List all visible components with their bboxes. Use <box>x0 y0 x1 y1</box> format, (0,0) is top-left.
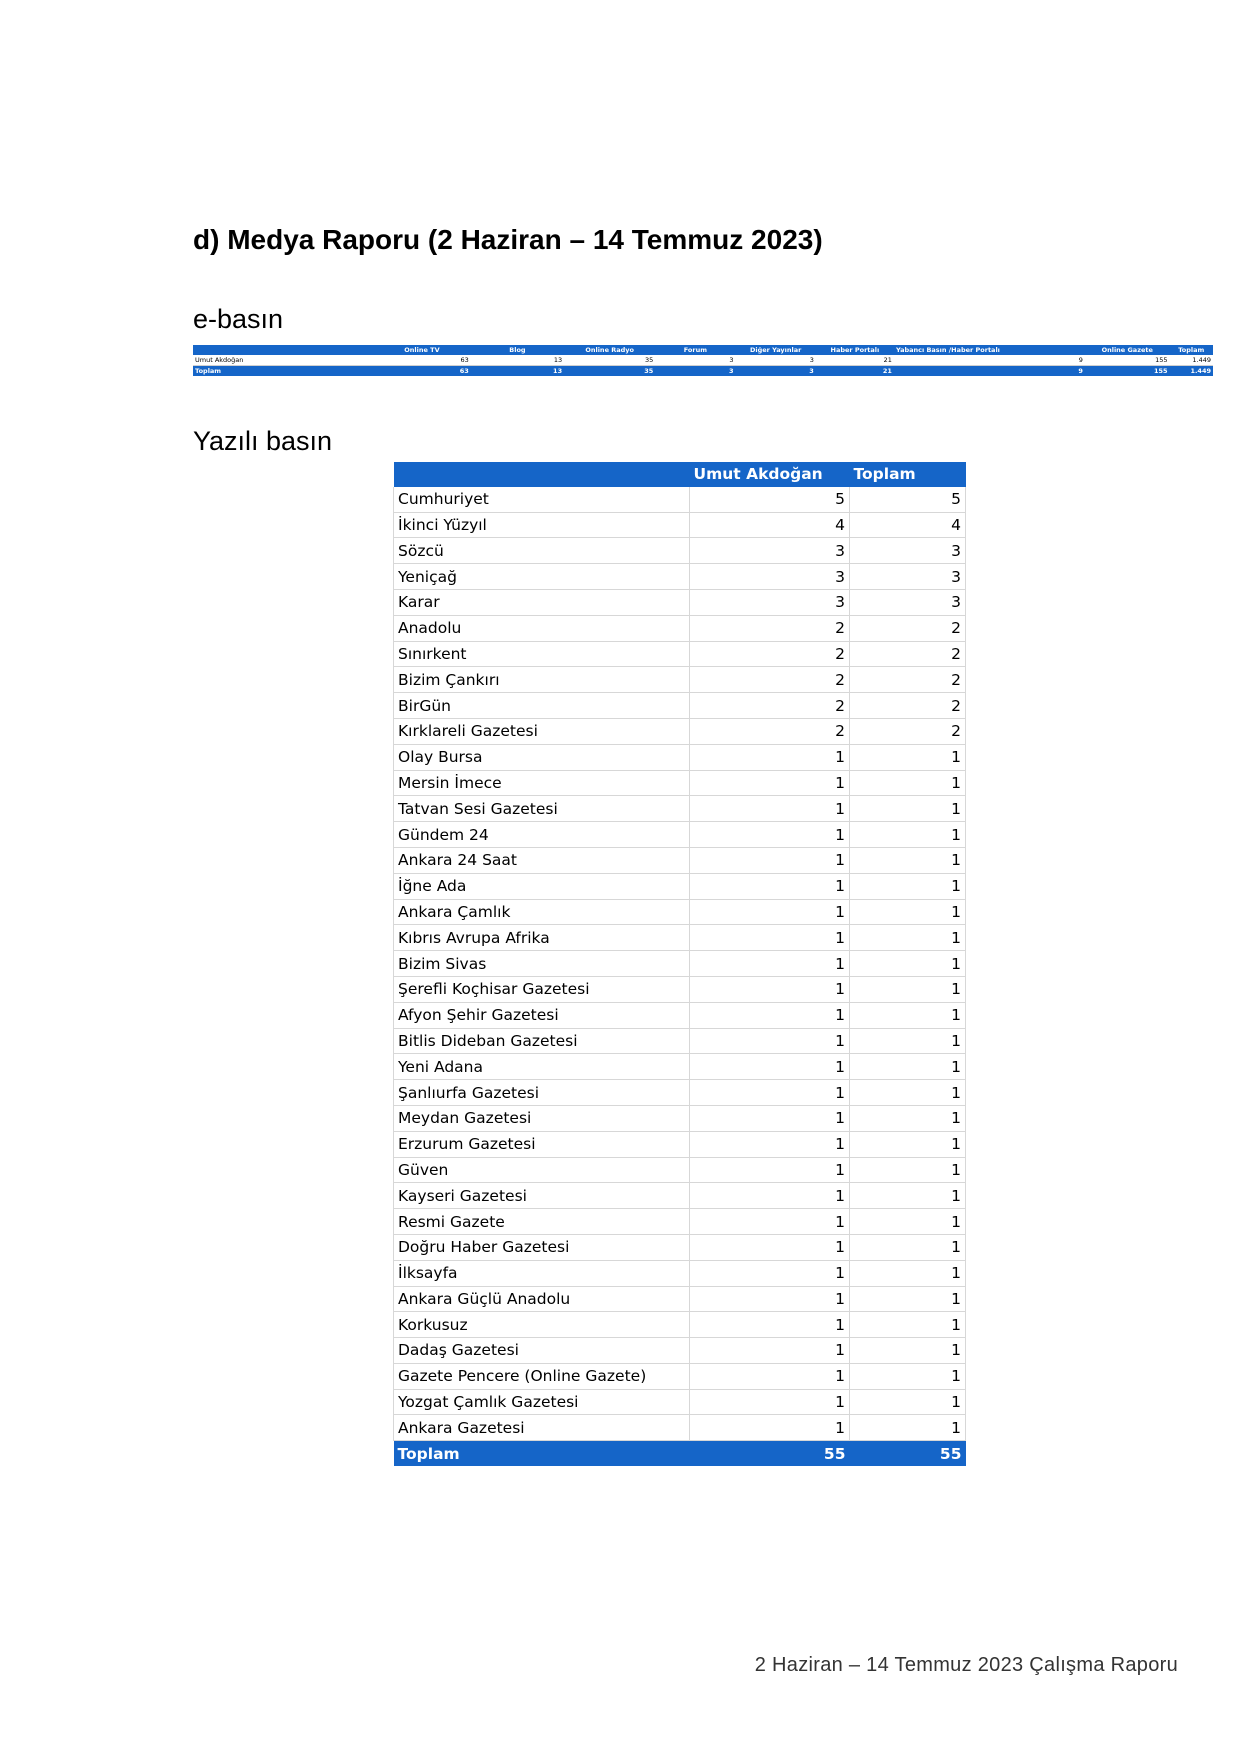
publication-total: 1 <box>850 1183 966 1209</box>
publication-total: 1 <box>850 1209 966 1235</box>
publication-name: İğne Ada <box>394 873 690 899</box>
publication-count: 1 <box>690 744 850 770</box>
publication-count: 1 <box>690 1415 850 1441</box>
publication-count: 3 <box>690 538 850 564</box>
publication-count: 5 <box>690 487 850 512</box>
publication-count: 1 <box>690 1054 850 1080</box>
publication-name: Ankara Çamlık <box>394 899 690 925</box>
yazili-row <box>394 976 966 1002</box>
yazili-row <box>394 847 966 873</box>
ebasin-total-cell: 3 <box>655 366 735 377</box>
yazili-row <box>394 770 966 796</box>
publication-total: 1 <box>850 976 966 1002</box>
publication-count: 1 <box>690 1260 850 1286</box>
yazili-row <box>394 487 966 512</box>
publication-total: 1 <box>850 770 966 796</box>
publication-count: 2 <box>690 615 850 641</box>
yazili-row <box>394 925 966 951</box>
publication-total: 1 <box>850 1054 966 1080</box>
publication-count: 1 <box>690 1131 850 1157</box>
ebasin-header-cell: Yabancı Basın /Haber Portalı <box>894 345 1085 355</box>
publication-count: 1 <box>690 1234 850 1260</box>
ebasin-title: e-basın <box>193 304 284 334</box>
publication-total: 1 <box>850 744 966 770</box>
yazili-row <box>394 1286 966 1312</box>
publication-total: 1 <box>850 1389 966 1415</box>
publication-count: 2 <box>690 718 850 744</box>
yazili-row <box>394 822 966 848</box>
publication-name: Gündem 24 <box>394 822 690 848</box>
yazili-header-row <box>394 462 966 487</box>
publication-total: 2 <box>850 615 966 641</box>
publication-name: İkinci Yüzyıl <box>394 512 690 538</box>
publication-total: 1 <box>850 1080 966 1106</box>
publication-name: Şerefli Koçhisar Gazetesi <box>394 976 690 1002</box>
ebasin-header-cell: Forum <box>655 345 735 355</box>
yazili-header-cell: Toplam <box>850 462 966 487</box>
ebasin-total-cell: 63 <box>373 366 471 377</box>
publication-total: 1 <box>850 899 966 925</box>
yazili-row <box>394 615 966 641</box>
yazili-row <box>394 1363 966 1389</box>
ebasin-cell: 9 <box>894 355 1085 366</box>
ebasin-total-cell: 3 <box>736 366 816 377</box>
ebasin-header-cell: Blog <box>471 345 564 355</box>
publication-name: Kıbrıs Avrupa Afrika <box>394 925 690 951</box>
yazili-title: Yazılı basın <box>193 426 333 456</box>
publication-count: 1 <box>690 1312 850 1338</box>
publication-count: 3 <box>690 564 850 590</box>
publication-name: Bizim Çankırı <box>394 667 690 693</box>
publication-count: 2 <box>690 641 850 667</box>
ebasin-cell: 3 <box>655 355 735 366</box>
yazili-row <box>394 1338 966 1364</box>
publication-name: Kayseri Gazetesi <box>394 1183 690 1209</box>
publication-name: Bitlis Dideban Gazetesi <box>394 1028 690 1054</box>
yazili-row <box>394 1312 966 1338</box>
publication-total: 1 <box>850 1234 966 1260</box>
ebasin-cell: 155 <box>1085 355 1170 366</box>
publication-total: 1 <box>850 796 966 822</box>
publication-name: Ankara 24 Saat <box>394 847 690 873</box>
publication-total: 3 <box>850 564 966 590</box>
publication-total: 1 <box>850 1338 966 1364</box>
publication-count: 1 <box>690 1338 850 1364</box>
publication-count: 4 <box>690 512 850 538</box>
yazili-total-label: Toplam <box>394 1441 690 1466</box>
yazili-row <box>394 1389 966 1415</box>
yazili-row <box>394 1234 966 1260</box>
ebasin-cell: Umut Akdoğan <box>193 355 373 366</box>
publication-count: 1 <box>690 1209 850 1235</box>
yazili-row <box>394 899 966 925</box>
ebasin-total-cell: 1.449 <box>1170 366 1213 377</box>
publication-count: 2 <box>690 667 850 693</box>
yazili-row <box>394 1105 966 1131</box>
yazili-header-cell <box>394 462 690 487</box>
yazili-row <box>394 1080 966 1106</box>
publication-total: 1 <box>850 873 966 899</box>
publication-name: Erzurum Gazetesi <box>394 1131 690 1157</box>
publication-total: 1 <box>850 1415 966 1441</box>
publication-total: 1 <box>850 925 966 951</box>
ebasin-header-cell: Haber Portalı <box>816 345 894 355</box>
publication-total: 3 <box>850 538 966 564</box>
yazili-row <box>394 951 966 977</box>
yazili-row <box>394 796 966 822</box>
publication-name: Yeni Adana <box>394 1054 690 1080</box>
publication-count: 1 <box>690 1105 850 1131</box>
publication-name: Doğru Haber Gazetesi <box>394 1234 690 1260</box>
yazili-row <box>394 1028 966 1054</box>
publication-total: 1 <box>850 1286 966 1312</box>
publication-count: 1 <box>690 1157 850 1183</box>
publication-total: 1 <box>850 1131 966 1157</box>
publication-count: 1 <box>690 951 850 977</box>
publication-count: 1 <box>690 796 850 822</box>
yazili-row <box>394 589 966 615</box>
publication-total: 1 <box>850 1028 966 1054</box>
yazili-row <box>394 693 966 719</box>
yazili-row <box>394 1157 966 1183</box>
yazili-row <box>394 564 966 590</box>
publication-total: 1 <box>850 1363 966 1389</box>
ebasin-cell: 21 <box>816 355 894 366</box>
publication-name: Sınırkent <box>394 641 690 667</box>
publication-name: Yozgat Çamlık Gazetesi <box>394 1389 690 1415</box>
publication-name: Afyon Şehir Gazetesi <box>394 1002 690 1028</box>
publication-total: 2 <box>850 693 966 719</box>
publication-total: 1 <box>850 1157 966 1183</box>
publication-name: Korkusuz <box>394 1312 690 1338</box>
publication-name: Sözcü <box>394 538 690 564</box>
publication-count: 1 <box>690 873 850 899</box>
publication-name: Cumhuriyet <box>394 487 690 512</box>
ebasin-total-cell: 13 <box>471 366 564 377</box>
ebasin-header-cell: Online Gazete <box>1085 345 1170 355</box>
ebasin-cell: 35 <box>564 355 655 366</box>
ebasin-cell: 13 <box>471 355 564 366</box>
ebasin-header-cell: Diğer Yayınlar <box>736 345 816 355</box>
section-heading: d) Medya Raporu (2 Haziran – 14 Temmuz 2023) <box>193 224 823 255</box>
publication-name: Ankara Güçlü Anadolu <box>394 1286 690 1312</box>
publication-total: 1 <box>850 822 966 848</box>
publication-count: 1 <box>690 976 850 1002</box>
yazili-row <box>394 1054 966 1080</box>
publication-name: Resmi Gazete <box>394 1209 690 1235</box>
yazili-row <box>394 667 966 693</box>
publication-total: 1 <box>850 1105 966 1131</box>
yazili-row <box>394 1260 966 1286</box>
publication-count: 1 <box>690 1363 850 1389</box>
ebasin-header-cell <box>193 345 373 355</box>
publication-name: Ankara Gazetesi <box>394 1415 690 1441</box>
publication-count: 2 <box>690 693 850 719</box>
publication-name: Anadolu <box>394 615 690 641</box>
publication-total: 2 <box>850 667 966 693</box>
publication-name: İlksayfa <box>394 1260 690 1286</box>
publication-total: 1 <box>850 1260 966 1286</box>
yazili-row <box>394 873 966 899</box>
publication-name: Dadaş Gazetesi <box>394 1338 690 1364</box>
publication-count: 1 <box>690 1080 850 1106</box>
yazili-row <box>394 744 966 770</box>
publication-name: Kırklareli Gazetesi <box>394 718 690 744</box>
ebasin-cell: 1.449 <box>1170 355 1213 366</box>
publication-name: BirGün <box>394 693 690 719</box>
publication-count: 1 <box>690 822 850 848</box>
yazili-row <box>394 718 966 744</box>
yazili-row <box>394 1002 966 1028</box>
yazili-row <box>394 1209 966 1235</box>
publication-name: Mersin İmece <box>394 770 690 796</box>
publication-total: 1 <box>850 951 966 977</box>
ebasin-cell: 3 <box>736 355 816 366</box>
yazili-table <box>393 462 966 1466</box>
publication-name: Olay Bursa <box>394 744 690 770</box>
yazili-header-cell: Umut Akdoğan <box>690 462 850 487</box>
yazili-row <box>394 512 966 538</box>
ebasin-header-cell: Toplam <box>1170 345 1213 355</box>
publication-total: 5 <box>850 487 966 512</box>
publication-count: 1 <box>690 1389 850 1415</box>
ebasin-header-cell: Online TV <box>373 345 471 355</box>
publication-count: 1 <box>690 847 850 873</box>
publication-total: 3 <box>850 589 966 615</box>
yazili-row <box>394 1415 966 1441</box>
publication-total: 1 <box>850 1312 966 1338</box>
publication-name: Tatvan Sesi Gazetesi <box>394 796 690 822</box>
publication-total: 1 <box>850 1002 966 1028</box>
yazili-row <box>394 1131 966 1157</box>
publication-name: Şanlıurfa Gazetesi <box>394 1080 690 1106</box>
publication-name: Meydan Gazetesi <box>394 1105 690 1131</box>
yazili-total-row <box>394 1441 966 1466</box>
yazili-total-grand: 55 <box>850 1441 966 1466</box>
yazili-row <box>394 1183 966 1209</box>
publication-name: Bizim Sivas <box>394 951 690 977</box>
publication-total: 4 <box>850 512 966 538</box>
publication-name: Karar <box>394 589 690 615</box>
publication-name: Gazete Pencere (Online Gazete) <box>394 1363 690 1389</box>
ebasin-total-cell: 9 <box>894 366 1085 377</box>
publication-name: Yeniçağ <box>394 564 690 590</box>
ebasin-total-cell: 35 <box>564 366 655 377</box>
publication-total: 2 <box>850 718 966 744</box>
publication-name: Güven <box>394 1157 690 1183</box>
page-footer: 2 Haziran – 14 Temmuz 2023 Çalışma Raporu <box>754 1654 1178 1676</box>
publication-count: 1 <box>690 925 850 951</box>
publication-count: 1 <box>690 1183 850 1209</box>
publication-count: 1 <box>690 1028 850 1054</box>
ebasin-cell: 63 <box>373 355 471 366</box>
ebasin-total-cell: 155 <box>1085 366 1170 377</box>
ebasin-header-row <box>193 345 1213 355</box>
ebasin-row <box>193 355 1213 366</box>
publication-count: 1 <box>690 899 850 925</box>
yazili-row <box>394 538 966 564</box>
publication-count: 1 <box>690 1002 850 1028</box>
publication-count: 3 <box>690 589 850 615</box>
ebasin-total-row <box>193 366 1213 377</box>
yazili-total-value: 55 <box>690 1441 850 1466</box>
ebasin-total-cell: Toplam <box>193 366 373 377</box>
ebasin-header-cell: Online Radyo <box>564 345 655 355</box>
ebasin-table <box>193 345 1213 376</box>
publication-count: 1 <box>690 770 850 796</box>
publication-count: 1 <box>690 1286 850 1312</box>
publication-total: 2 <box>850 641 966 667</box>
ebasin-total-cell: 21 <box>816 366 894 377</box>
yazili-row <box>394 641 966 667</box>
publication-total: 1 <box>850 847 966 873</box>
